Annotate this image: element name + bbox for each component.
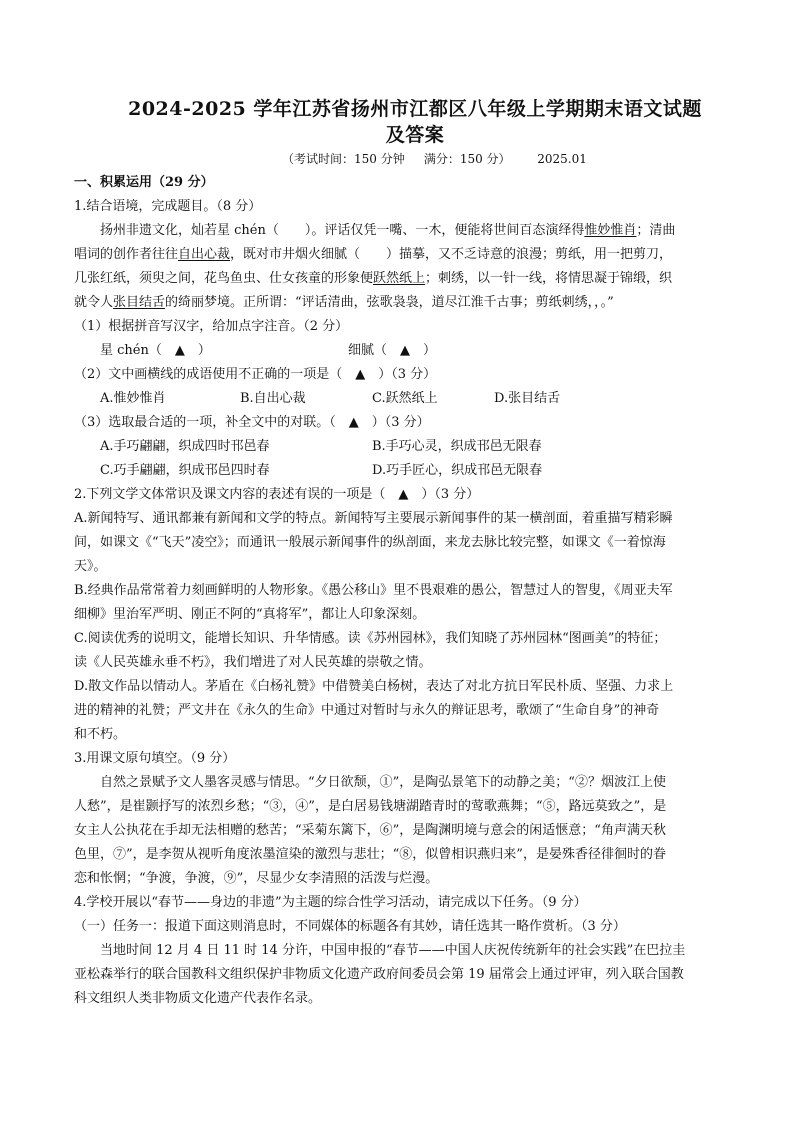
exam-title-line2: 及答案 bbox=[385, 124, 445, 146]
underlined-idiom: 自出心裁 bbox=[178, 247, 231, 262]
exam-info bbox=[282, 150, 587, 167]
question-2-head: 2.下列文学文体常识及课文内容的表述有误的一项是（ ▲ ）（3 分） bbox=[74, 487, 480, 502]
question-3-head: 3.用课文原句填空。（9 分） bbox=[74, 751, 236, 766]
option-a[interactable]: A.惟妙惟肖 bbox=[100, 391, 166, 406]
option-c-text: C.阅读优秀的说明文，能增长知识、升华情感。读《苏州园林》，我们知晓了苏州园林“图画美”的特征； bbox=[74, 631, 667, 646]
passage-text: ；清曲 bbox=[636, 223, 676, 238]
exam-score: 满分：150 分） bbox=[423, 152, 511, 166]
option-c[interactable]: C.跃然纸上 bbox=[372, 391, 438, 406]
passage-text: 扬州非遗文化，灿若星 chén（ ）。评话仅凭一嘴、一木，便能将世间百态演绎得 bbox=[100, 223, 585, 238]
sub-question-1: （1）根据拼音写汉字，给加点字注音。（2 分） bbox=[74, 319, 349, 334]
sub-question-2: （2）文中画横线的成语使用不正确的一项是（ ▲ ）（3 分） bbox=[74, 367, 437, 382]
passage-text: 就令人 bbox=[74, 295, 114, 310]
answer-blank-chen[interactable]: 星 chén（ ▲ ） bbox=[100, 343, 211, 358]
exam-date: 2025.01 bbox=[537, 152, 587, 166]
question-1-passage-line bbox=[100, 222, 675, 240]
fill-blank-text: 色里，⑦”，是李贺从视听角度浓墨渲染的激烈与悲壮；“⑧，似曾相识燕归来”，是晏殊香径徘徊时的眷 bbox=[74, 847, 666, 862]
option-d[interactable]: D.张目结舌 bbox=[494, 391, 561, 406]
option-b-text: 细柳》里治军严明、刚正不阿的“真将军”，都让人印象深刻。 bbox=[74, 607, 426, 622]
fill-blank-text: 恋和怅惘；“争渡，争渡，⑨”，尽显少女李清照的活泼与烂漫。 bbox=[74, 871, 439, 886]
underlined-idiom: 惟妙惟肖 bbox=[584, 223, 637, 238]
question-1-passage-line bbox=[74, 294, 614, 312]
answer-blank-ni[interactable]: 细腻（ ▲ ） bbox=[348, 343, 436, 358]
option-d[interactable]: D.巧手匠心，织成邗邑无限春 bbox=[372, 463, 543, 478]
option-a-text: 间，如课文《“飞天”凌空》；而通讯一般展示新闻事件的纵剖面，来龙去脉比较完整，如课文《一着惊海 bbox=[74, 535, 666, 550]
option-d-text: D.散文作品以情动人。茅盾在《白杨礼赞》中借赞美白杨树，表达了对北方抗日军民朴质、坚强、力求上 bbox=[74, 679, 674, 694]
option-a-text: A.新闻特写、通讯都兼有新闻和文学的特点。新闻特写主要展示新闻事件的某一横剖面，着重描写精彩瞬 bbox=[74, 511, 673, 526]
task-1-prompt: （一）任务一：报道下面这则消息时，不同媒体的标题各有其妙，请任选其一略作赏析。（3 分） bbox=[74, 919, 626, 934]
passage-text: 唱词的创作者往往 bbox=[74, 247, 179, 262]
passage-text: ，既对市井烟火细腻（ ）描摹，又不乏诗意的浪漫；剪纸，用一把剪刀， bbox=[230, 247, 673, 262]
question-1-passage-line bbox=[74, 246, 672, 264]
option-c-text: 读《人民英雄永垂不朽》，我们增进了对人民英雄的崇敬之情。 bbox=[74, 655, 432, 670]
passage-text: 几张红纸，须臾之间，花鸟鱼虫、仕女孩童的形象便 bbox=[74, 271, 374, 286]
sub-question-3: （3）选取最合适的一项，补全文中的对联。（ ▲ ）（3 分） bbox=[74, 415, 430, 430]
option-c[interactable]: C.巧手翩翩，织成邗邑四时春 bbox=[100, 463, 270, 478]
option-a[interactable]: A.手巧翩翩，织成四时邗邑春 bbox=[100, 439, 270, 454]
underlined-idiom: 跃然纸上 bbox=[373, 271, 426, 286]
option-d-text: 和不朽。 bbox=[74, 727, 127, 742]
passage-text: ；刺绣，以一针一线，将情思凝于锦缎，织 bbox=[425, 271, 673, 286]
option-a-text: 天》。 bbox=[74, 559, 107, 574]
option-d-text: 进的精神的礼赞；严文井在《永久的生命》中通过对暂时与永久的辩证思考，歌颂了“生命自身”的神奇 bbox=[74, 703, 660, 718]
underlined-idiom: 张目结舌 bbox=[113, 295, 166, 310]
passage-text: 的绮丽梦境。正所谓：“评话清曲，弦歌袅袅，道尽江淮千古事；剪纸刺绣，，。” bbox=[165, 295, 614, 310]
fill-blank-text: 女主人公执花在手却无法相赠的愁苦；“采菊东篱下，⑥”，是陶渊明境与意会的闲适惬意；“角声满天秋 bbox=[74, 823, 666, 838]
question-4-head: 4.学校开展以“春节——身边的非遗”为主题的综合性学习活动，请完成以下任务。（9 分） bbox=[74, 895, 587, 910]
fill-blank-text: 自然之景赋予文人墨客灵感与情思。“夕日欲颓，①”，是陶弘景笔下的动静之美；“②？烟波江上使 bbox=[100, 775, 666, 790]
exam-time: （考试时间：150 分钟 bbox=[282, 152, 405, 166]
news-text: 当地时间 12 月 4 日 11 时 14 分许，中国申报的“春节——中国人庆祝传统新年的社会实践”在巴拉圭 bbox=[100, 943, 686, 958]
fill-blank-text: 人愁”，是崔颢抒写的浓烈乡愁；“③，④”，是白居易钱塘湖踏青时的莺歌燕舞；“⑤，路远莫致之”，是 bbox=[74, 799, 667, 814]
option-b-text: B.经典作品常常着力刻画鲜明的人物形象。《愚公移山》里不畏艰难的愚公，智慧过人的智叟，《周亚夫军 bbox=[74, 583, 673, 598]
question-1-passage-line bbox=[74, 270, 672, 288]
option-b[interactable]: B.自出心裁 bbox=[240, 391, 306, 406]
news-text: 亚松森举行的联合国教科文组织保护非物质文化遗产政府间委员会第 19 届常会上通过评审，列入联合国教 bbox=[74, 967, 684, 982]
section-heading: 一、积累运用（29 分） bbox=[74, 175, 214, 190]
news-text: 科文组织人类非物质文化遗产代表作名录。 bbox=[74, 991, 322, 1006]
option-b[interactable]: B.手巧心灵，织成邗邑无限春 bbox=[372, 439, 542, 454]
question-1-head: 1.结合语境，完成题目。（8 分） bbox=[74, 199, 262, 214]
exam-title-line1: 2024-2025 学年江苏省扬州市江都区八年级上学期期末语文试题 bbox=[128, 98, 702, 120]
